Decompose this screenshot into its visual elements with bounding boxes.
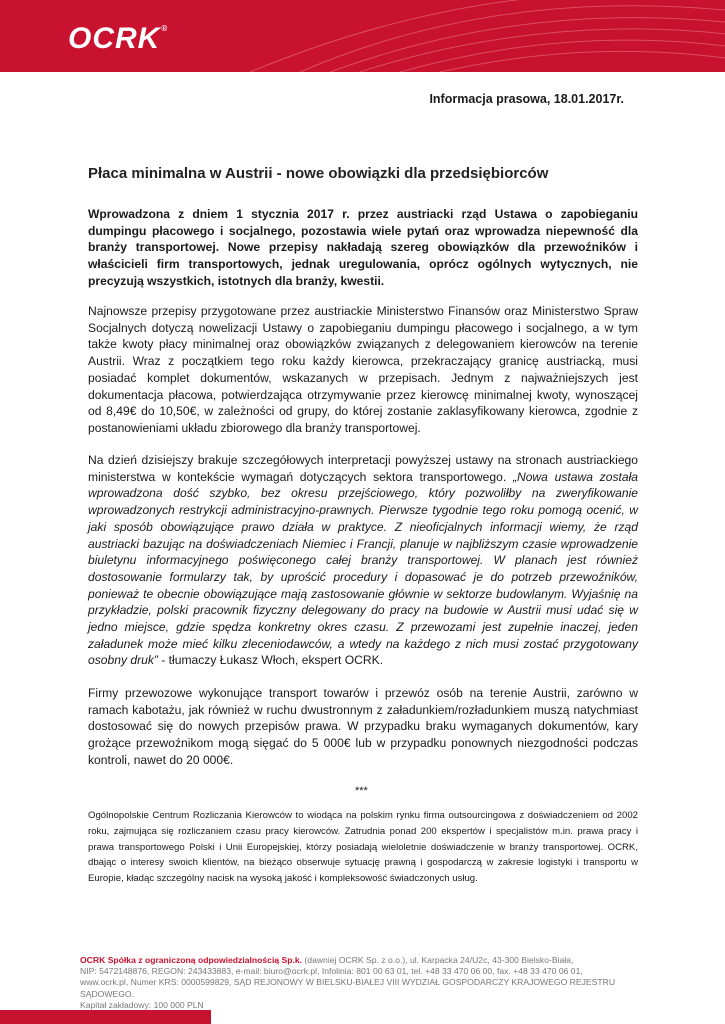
paragraph-regulations: Najnowsze przepisy przygotowane przez austriackie Ministerstwo Finansów oraz Ministerstwo Spraw Socjalnych dotyczą nowelizacji Ustawy o zapobieganiu dumpingu płacowego i socjalnego, a w tym także kwoty płacy minimalnej oraz obowiązków związanych z delegowaniem kierowców na terenie Austrii. Wraz z początkiem tego roku każdy kierowca, przekraczający granicę austriacką, musi posiadać komplet dokumentów, wskazanych w przepisach. Jednym z najważniejszych jest dokumentacja płacowa, potwierdzająca otrzymywanie przez kierowcę minimalnej kwoty, wynoszącej od 8,49€ do 10,50€, w zależności od grupy, do której zostanie zaklasyfikowany kierowca, zgodnie z postanowieniami układu zbiorowego dla branży transportowej. bbox=[88, 304, 638, 435]
registered-mark: ® bbox=[161, 24, 169, 33]
about-company: Ogólnopolskie Centrum Rozliczania Kierowców to wiodąca na polskim rynku firma outsourcingowa z doświadczeniem od 2002 roku, zajmująca się rozliczaniem czasu pracy kierowców. Zatrudnia ponad 200 ekspertów i specjalistów m.in. prawa pracy i prawa transportowego Polski i Unii Europejskiej, którzy posiadają wieloletnie doświadczenie w branży transportowej. OCRK, dbając o interesy swoich klientów, na bieżąco obserwuje sytuację prawną i gospodarczą w zakresie logistyki i transportu w Europie, kładąc szczególny nacisk na wysoką jakość i kompleksowość świadczonych usług. bbox=[88, 810, 638, 885]
footer-company-name: OCRK Spółka z ograniczoną odpowiedzialnością Sp.k. bbox=[80, 955, 303, 965]
footer-line-2: NIP: 5472148876, REGON: 243433883, e-mail: biuro@ocrk.pl, Infolinia: 801 00 63 01, tel. +48 33 470 06 00, fax. +48 33 470 06 01, bbox=[80, 966, 583, 977]
footer-address bbox=[80, 955, 660, 1011]
lead-paragraph: Wprowadzona z dniem 1 stycznia 2017 r. przez austriacki rząd Ustawa o zapobieganiu dumpingu płacowego i socjalnego, pozostawia wiele pytań oraz wprowadza niepewność dla branży transportowej. Nowe przepisy nakładają szereg obowiązków dla przewoźników i właścicieli firm transportowych, jednak uregulowania, oprócz ogólnych wytycznych, nie precyzują wszystkich, istotnych dla branży, kwestii. bbox=[88, 207, 638, 288]
logo-text: OCRK bbox=[68, 22, 161, 55]
paragraph-penalties: Firmy przewozowe wykonujące transport towarów i przewóz osób na terenie Austrii, zarówno w ramach kabotażu, jak również w ruchu dwustronnym z załadunkiem/rozładunkiem muszą natychmiast dostosować się do nowych przepisów prawa. W przypadku braku wymaganych dokumentów, kary grożące przewoźnikom mogą sięgać do 5 000€ lub w przypadku ponownych niezgodności podczas kontroli, nawet do 20 000€. bbox=[88, 686, 638, 767]
footer-line-3: www.ocrk.pl, Numer KRS: 0000599829, SĄD REJONOWY W BIELSKU-BIAŁEJ VIII WYDZIAŁ GOSPODARCZY KRAJOWEGO REJESTRU SĄDOWEGO. bbox=[80, 977, 616, 999]
header-banner bbox=[0, 0, 725, 72]
paragraph-intro: Na dzień dzisiejszy brakuje szczegółowych interpretacji powyższej ustawy na stronach austriackiego ministerstwa w kontekście wymagań dotyczących sektora transportowego. bbox=[88, 453, 638, 484]
footer-address-text: (dawniej OCRK Sp. z o.o.), ul. Karpacka 24/U2c, 43-300 Bielsko-Biała, bbox=[302, 955, 574, 965]
press-release-date: Informacja prasowa, 18.01.2017r. bbox=[429, 92, 624, 106]
ocrk-logo[interactable] bbox=[68, 22, 168, 56]
expert-quote: „Nowa ustawa została wprowadzona dość szybko, bez okresu przejściowego, który pozwoliłby na zweryfikowanie wprowadzonych restrykcji administracyjno-prawnych. Pierwsze tygodnie tego roku pomogą ocenić, w jaki sposób obowiązujące prawo działa w praktyce. Z nieoficjalnych informacji wiemy, że rząd austriacki bazując na doświadczeniach Niemiec i Francji, planuje w najbliższym czasie wprowadzenie biuletynu informacyjnego poświęconego całej branży transportowej. W planach jest również dostosowanie formularzy tak, by uprościć procedury i dopasować je do potrzeb przewoźników, ponieważ te obecnie obowiązujące mają zastosowanie głównie w sektorze budowlanym. Wyjaśnię na przykładzie, polski pracownik fizyczny delegowany do pracy na budowie w Austrii musi udać się w jedno miejsce, gdzie spędza konkretny okres czasu. Z przewozami jest zupełnie inaczej, jeden załadunek może mieć kilku zleceniodawców, a wtedy na każdego z nich musi zostać przygotowany osobny druk” bbox=[88, 469, 638, 668]
footer-line-4: Kapitał zakładowy: 100 000 PLN bbox=[80, 999, 204, 1010]
footer-line-1 bbox=[80, 955, 660, 966]
paragraph-interpretation bbox=[88, 452, 638, 669]
quote-attribution: - tłumaczy Łukasz Włoch, ekspert OCRK. bbox=[157, 653, 384, 668]
separator: *** bbox=[355, 785, 368, 797]
footer-accent-bar bbox=[0, 1010, 211, 1024]
page-title: Płaca minimalna w Austrii - nowe obowiązki dla przedsiębiorców bbox=[88, 165, 549, 182]
